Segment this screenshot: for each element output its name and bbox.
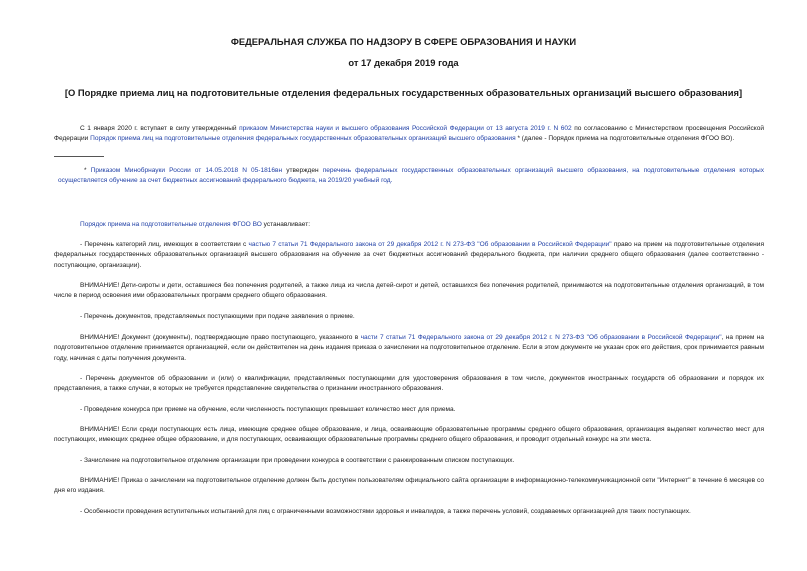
footnote-paragraph (58, 166, 764, 187)
validity-text-1: ВНИМАНИЕ! Документ (документы), подтверждающие право поступающего, указанного в (80, 334, 361, 341)
list-item-enrollment: - Зачисление на подготовительное отделение организации при проведении конкурса в соответствии с ранжированным списком поступающих. (80, 457, 515, 464)
list-item-documents: - Перечень документов, представляемых поступающими при подаче заявления о приеме. (80, 313, 355, 320)
notice-document-validity (54, 333, 764, 364)
list-item-disabilities: - Особенности проведения вступительных испытаний для лиц с ограниченными возможностями здоровья и инвалидов, а также перечень условий, создаваемых организацией для таких поступающих. (80, 508, 691, 515)
minobrnauki-order-link[interactable]: Приказом Минобрнауки России от 14.05.2018 N 05-1816вн (90, 167, 283, 174)
agency-heading: ФЕДЕРАЛЬНАЯ СЛУЖБА ПО НАДЗОРУ В СФЕРЕ ОБРАЗОВАНИЯ И НАУКИ (230, 36, 577, 47)
categories-text-1: - Перечень категорий лиц, имеющих в соответствии с (80, 241, 249, 248)
law-article-link[interactable]: частью 7 статьи 71 Федерального закона от 29 декабря 2012 г. N 273-ФЗ "Об образовании в Российской Федерации" (248, 241, 612, 248)
validity-text-2: , на прием на подготовительное отделение принимается организацией, если он действителен на день издания приказа о зачислении на подготовительное отделение. Если в этом документе не указан срок его действия, срок принимается равным году, начиная с даты получения документа. (54, 334, 764, 362)
categories-text-2: право на прием на подготовительные отделения федеральных государственных образовательных организаций высшего образования на обучение за счет бюджетных ассигнований федерального бюджета, при наличии среднего общего образования (далее соответственно - поступающие, организации). (54, 241, 764, 269)
footnote-separator (54, 156, 104, 157)
admission-procedure-link[interactable]: Порядок приема лиц на подготовительные отделения федеральных государственных образовательных организаций высшего образования (90, 135, 516, 143)
intro-text-3: * (далее - Порядок приема на подготовительные отделения ФГОО ВО). (515, 135, 735, 143)
list-item-education-documents: - Перечень документов об образовании и (или) о квалификации, представляемых поступающими для удостоверения образования в том числе, документов иностранных государств об образовании и порядок их представления, а также случаи, в которых не требуется представление свидетельства о признании иностранного образования. (54, 375, 764, 393)
document-date: от 17 декабря 2019 года (348, 57, 459, 68)
procedure-intro-text: устанавливает: (261, 221, 311, 228)
notice-enrollment-order: ВНИМАНИЕ! Приказ о зачислении на подготовительное отделение должен быть доступен пользователям официального сайта организации в информационно-телекоммуникационной сети "Интернет" в течение 6 месяцев со дня его издания. (54, 477, 764, 495)
intro-text-1: С 1 января 2020 г. вступает в силу утвержденный (80, 125, 240, 132)
procedure-link[interactable]: Порядок приема на подготовительные отделения ФГОО ВО (80, 221, 262, 228)
intro-text-2: по согласованию с Министерством просвещения Российской Федерации (54, 125, 764, 143)
procedure-intro (54, 220, 764, 230)
document-title: [О Порядке приема лиц на подготовительные отделения федеральных государственных образовательных организаций высшего образования] (64, 87, 743, 98)
ministry-order-link[interactable]: приказом Министерства науки и высшего образования Российской Федерации от 13 августа 2019 г. N 602 (239, 125, 572, 132)
notice-separate-competition: ВНИМАНИЕ! Если среди поступающих есть лица, имеющие среднее общее образование, и лица, осваивающие образовательные программы среднего общего образования, организация выделяет количество мест для поступающих, имеющих среднее общее образование, и для поступающих, осваивающих образовательные программы среднего общего образования, и проводит отдельный конкурс на эти места. (54, 426, 764, 444)
law-article-link-2[interactable]: части 7 статьи 71 Федерального закона от 29 декабря 2012 г. N 273-ФЗ "Об образовании в Российской Федерации" (360, 334, 722, 341)
list-item-categories (54, 240, 764, 271)
list-item-competition: - Проведение конкурса при приеме на обучение, если численность поступающих превышает количество мест для приема. (80, 406, 456, 413)
organizations-list-link[interactable]: перечень федеральных государственных образовательных организаций высшего образования, на подготовительные отделения которых осуществляется обучение за счет бюджетных ассигнований федерального бюджета, на 2019/20 учебный год. (58, 167, 764, 185)
notice-orphans: ВНИМАНИЕ! Дети-сироты и дети, оставшиеся без попечения родителей, а также лица из числа детей-сирот и детей, оставшихся без попечения родителей, принимаются на подготовительные отделения организаций, в том числе в период освоения ими образовательных программ среднего общего образования. (54, 282, 764, 300)
footnote-text: утвержден (282, 167, 323, 174)
intro-paragraph (54, 124, 764, 145)
footnote-star: * (84, 167, 91, 174)
